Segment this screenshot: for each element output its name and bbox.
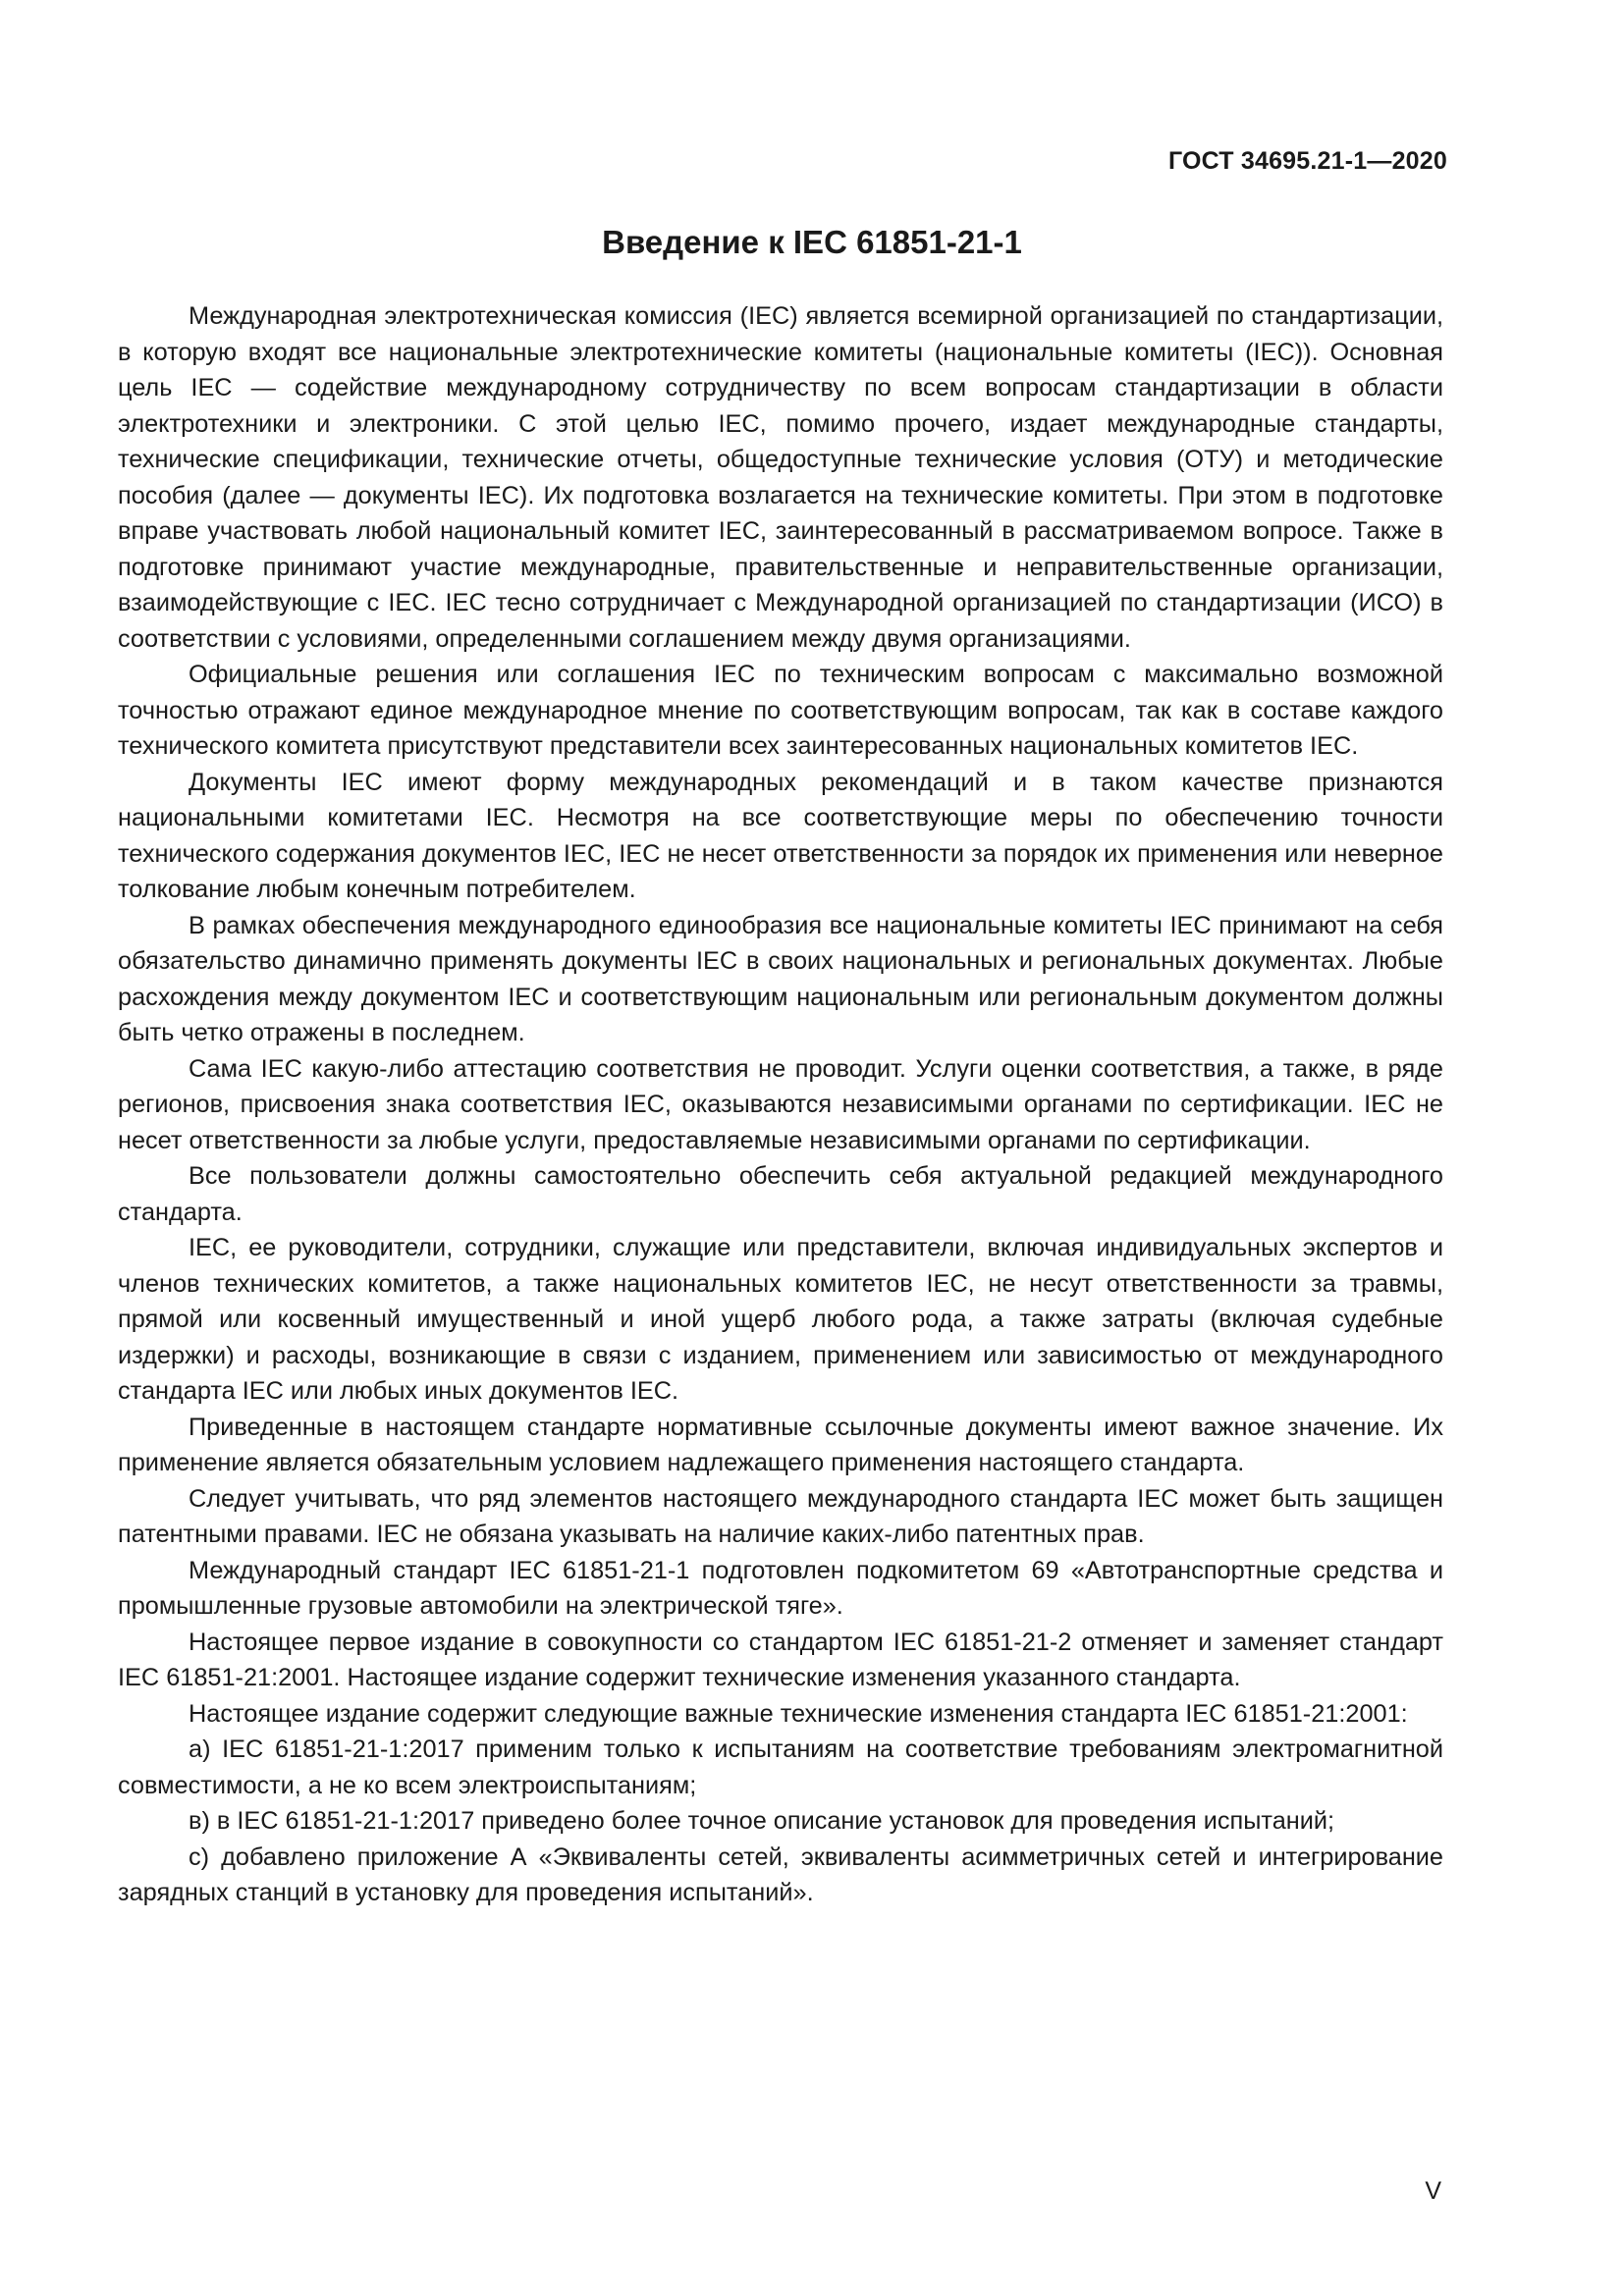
paragraph-patents: Следует учитывать, что ряд элементов настоящего международного стандарта IEC может быть защищен патентными правами. IEC не обязана указывать на наличие каких-либо патентных прав. <box>118 1484 1443 1548</box>
paragraph-prepared-by: Международный стандарт IEC 61851-21-1 подготовлен подкомитетом 69 «Автотранспортные средства и промышленные грузовые автомобили на электрической тяге». <box>118 1556 1443 1620</box>
paragraph-liability: IEC, ее руководители, сотрудники, служащие или представители, включая индивидуальных экспертов и членов технических комитетов, а также национальных комитетов IEC, не несут ответственности за травмы, прямой или косвенный имущественный и иной ущерб любого рода, а также затраты (включая судебные издержки) и расходы, возникающие в связи с изданием, применением или зависимостью от международного стандарта IEC или любых иных документов IEC. <box>118 1234 1443 1405</box>
paragraph-official-decisions: Официальные решения или соглашения IEC по техническим вопросам с максимально возможной точностью отражают единое международное мнение по соответствующим вопросам, так как в составе каждого технического комитета присутствуют представители всех заинтересованных национальных комитетов IEC. <box>118 661 1443 760</box>
paragraph-recommendations: Документы IEC имеют форму международных рекомендаций и в таком качестве признаются национальными комитетами IEC. Несмотря на все соответствующие меры по обеспечению точности технического содержания документов IEC, IEC не несет ответственности за порядок их применения или неверное толкование любым конечным потребителем. <box>118 768 1443 903</box>
list-item-change-a: а) IEC 61851-21-1:2017 применим только к испытаниям на соответствие требованиям электромагнитной совместимости, а не ко всем электроиспытаниям; <box>118 1735 1443 1799</box>
paragraph-changes-intro: Настоящее издание содержит следующие важные технические изменения стандарта IEC 61851-21:2001: <box>189 1699 1408 1728</box>
list-item-change-b: в) в IEC 61851-21-1:2017 приведено более точное описание установок для проведения испытаний; <box>189 1807 1335 1835</box>
page-title: Введение к IEC 61851-21-1 <box>602 224 1022 260</box>
body-text <box>118 298 1443 1911</box>
paragraph-first-edition: Настоящее первое издание в совокупности со стандартом IEC 61851-21-2 отменяет и заменяет стандарт IEC 61851-21:2001. Настоящее издание содержит технические изменения указанного стандарта. <box>118 1628 1443 1691</box>
list-item-change-c: с) добавлено приложение А «Эквиваленты сетей, эквиваленты асимметричных сетей и интегрирование зарядных станций в установку для проведения испытаний». <box>118 1842 1443 1906</box>
paragraph-normative-references: Приведенные в настоящем стандарте нормативные ссылочные документы имеют важное значение. Их применение является обязательным условием надлежащего применения настоящего стандарта. <box>118 1413 1443 1476</box>
page-number: V <box>1425 2177 1441 2205</box>
paragraph-current-edition: Все пользователи должны самостоятельно обеспечить себя актуальной редакцией международного стандарта. <box>118 1162 1443 1226</box>
paragraph-attestation: Сама IEC какую-либо аттестацию соответствия не проводит. Услуги оценки соответствия, а также, в ряде регионов, присвоения знака соответствия IEC, оказываются независимыми органами по сертификации. IEC не несет ответственности за любые услуги, предоставляемые независимыми органами по сертификации. <box>118 1054 1443 1154</box>
document-code: ГОСТ 34695.21-1—2020 <box>1167 147 1447 175</box>
paragraph-uniformity: В рамках обеспечения международного единообразия все национальные комитеты IEC принимают на себя обязательство динамично применять документы IEC в своих национальных и региональных документах. Любые расхождения между документом IEC и соответствующим национальным или региональным документом должны быть четко отражены в последнем. <box>118 911 1443 1046</box>
paragraph-iec-overview: Международная электротехническая комиссия (IEC) является всемирной организацией по стандартизации, в которую входят все национальные электротехнические комитеты (национальные комитеты (IEC)). Основная цель IEC — содействие международному сотрудничеству по всем вопросам стандартизации в области электротехники и электроники. С этой целью IEC, помимо прочего, издает международные стандарты, технические спецификации, технические отчеты, общедоступные технические условия (ОТУ) и методические пособия (далее — документы IEC). Их подготовка возлагается на технические комитеты. При этом в подготовке вправе участвовать любой национальный комитет IEC, заинтересованный в рассматриваемом вопросе. Также в подготовке принимают участие международные, правительственные и неправительственные организации, взаимодействующие с IEC. IEC тесно сотрудничает с Международной организацией по стандартизации (ИСО) в соответствии с условиями, определенными соглашением между двумя организациями. <box>118 302 1443 653</box>
